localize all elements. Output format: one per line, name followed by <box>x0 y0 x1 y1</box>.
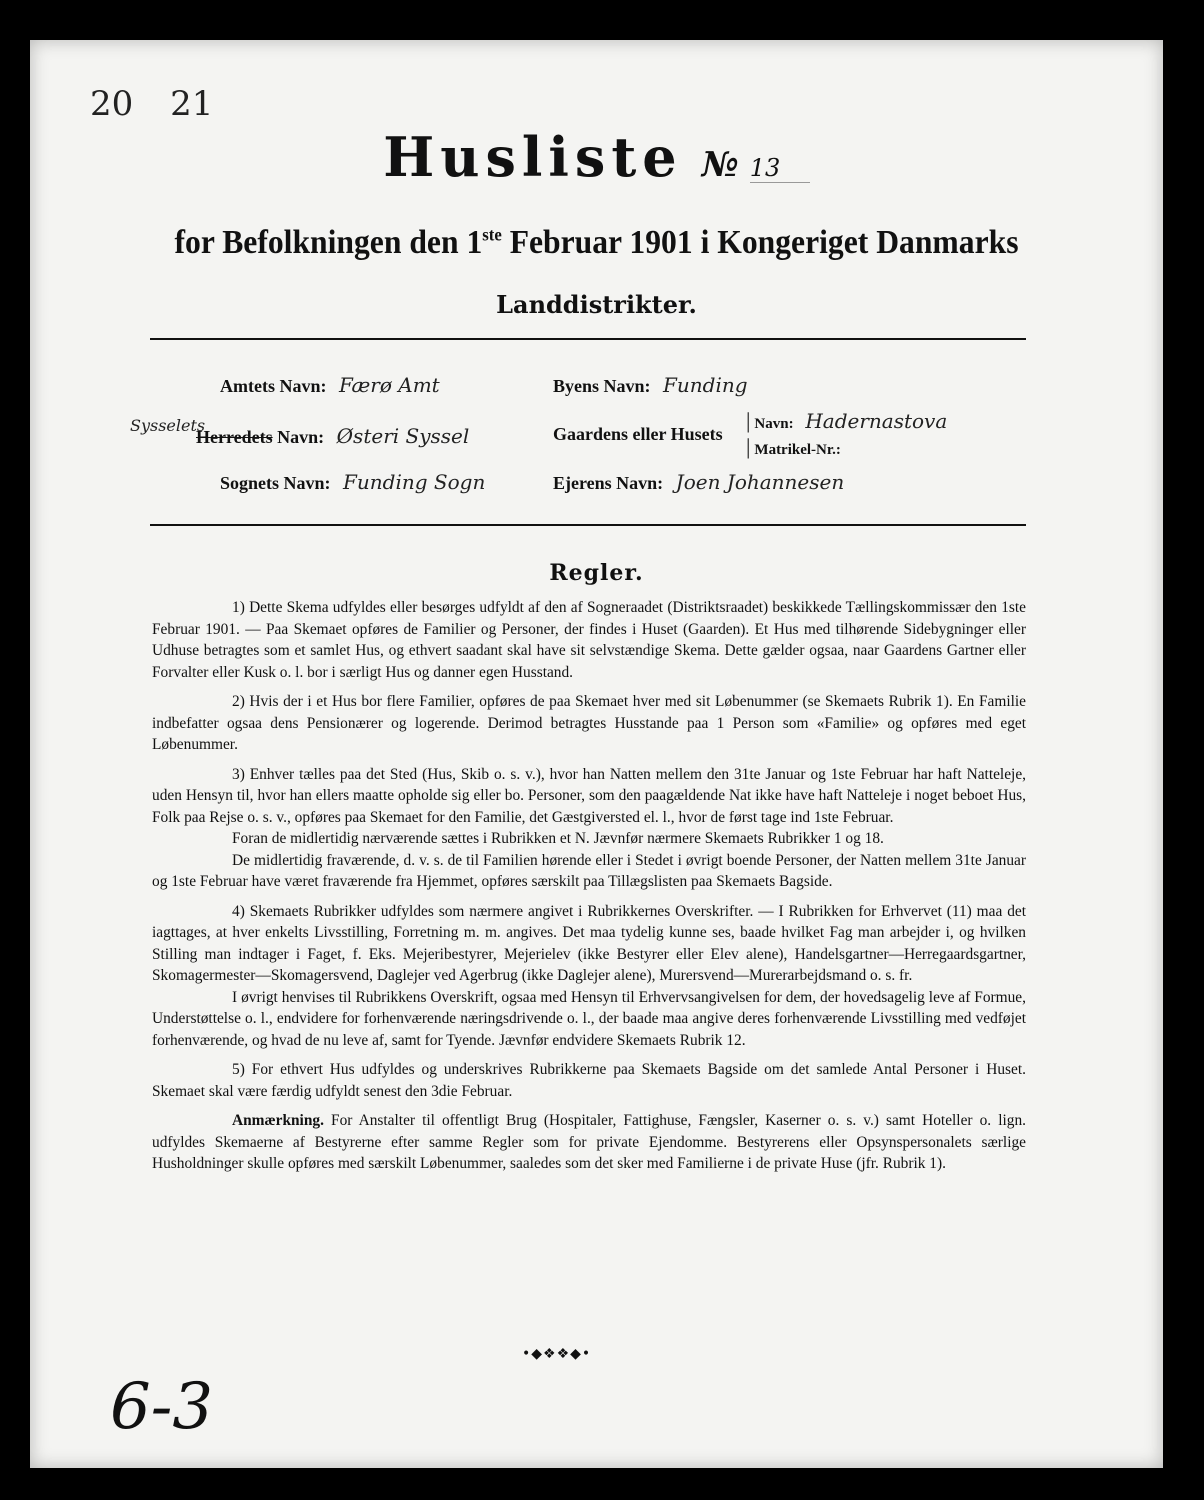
rule-1: 1) Dette Skema udfyldes eller besørges udfyldt af den af Sogneraadet (Distriktsraadet) beskikkede Tællingskommissær den 1ste Februar 1901. — Paa Skemaet opføres de Familier og Personer, der findes i Huset (Gaarden). Et Hus med tilhørende Sidebygninger eller Udhuse betragtes som et samlet Hus, og ethvert saadant skal have sit selvstændige Skema. Dette gælder ogsaa, naar Gaardens Gartner eller Forvalter eller Kusk o. l. bor i særligt Hus og danner egen Husstand. <box>152 599 1026 681</box>
by-value: Funding <box>663 373 748 397</box>
brace-bottom: | <box>746 434 751 459</box>
form-subtitle <box>70 224 1124 262</box>
page-numbers <box>90 84 239 124</box>
margin-note: Sysselets <box>130 416 206 435</box>
herred-label-struck: Herredets <box>196 427 273 447</box>
sogn-field <box>220 470 485 494</box>
herred-value: Østeri Syssel <box>336 424 470 448</box>
navn-label: Navn: <box>754 416 794 432</box>
note-paragraph <box>152 1110 1026 1175</box>
by-label: Byens Navn: <box>553 376 651 396</box>
by-field <box>553 373 748 397</box>
subtitle-post: Februar 1901 i Kongeriget Danmarks <box>501 224 1019 261</box>
rule-3-absent: De midlertidig fraværende, d. v. s. de til Familien hørende eller i Stedet i øvrigt boende Personer, der Natten mellem 31te Januar og 1ste Februar have været fraværende fra Hjemmet, opføres særskilt paa Tillægslisten paa Skemaets Bagside. <box>152 851 1026 890</box>
page-number-right: 21 <box>170 84 214 124</box>
form-title: Husliste <box>383 125 683 189</box>
note-text: For Anstalter til offentligt Brug (Hospitaler, Fattighuse, Fængsler, Kaserner o. s. v.) samt Hoteller o. lign. udfyldes Skemaerne af Bestyrerne efter samme Regler som for private Ejendomme. Bestyrerens eller Opsynspersonalets særlige Husholdninger skulle opføres med særskilt Løbenummer, saaledes som det sker med Familierne i de private Huse (jfr. Rubrik 1). <box>152 1112 1026 1172</box>
rule-3: 3) Enhver tælles paa det Sted (Hus, Skib o. s. v.), hvor han Natten mellem den 31te Januar og 1ste Februar har haft Natteleje, uden Hensyn til, hvor han ellers maatte opholde sig eller bo. Personer, som den paagældende Nat ikke have haft Natteleje i noget beboet Hus, Folk paa Rejse o. s. v., opføres paa Skemaet for den Familie, det Gæstgiversted el. l., hvor de først tage ind 1ste Februar. <box>152 765 1026 826</box>
note-label: Anmærkning. <box>232 1112 324 1129</box>
district-heading: Landdistrikter. <box>496 290 697 319</box>
rules-body <box>152 597 1026 1183</box>
census-form-sheet <box>30 40 1163 1468</box>
ejer-label: Ejerens Navn: <box>553 473 664 493</box>
herred-label: Navn: <box>272 427 325 447</box>
brace-top: | <box>746 408 751 433</box>
herred-field <box>196 424 469 448</box>
gaard-label: Gaardens eller Husets <box>553 424 723 444</box>
navn-value: Hadernastova <box>805 409 948 433</box>
list-number: 13 <box>750 154 810 183</box>
rules-heading: Regler. <box>549 560 644 586</box>
rule-5: 5) For ethvert Hus udfyldes og underskrives Rubrikkerne paa Skemaets Bagside om det samlede Antal Personer i Huset. Skemaet skal være færdig udfyldt senest den 3die Februar. <box>152 1061 1026 1100</box>
amt-value: Færø Amt <box>338 373 440 397</box>
rule-3-n-mark: Foran de midlertidig nærværende sættes i Rubrikken et N. Jævnfør nærmere Skemaets Rubrikker 1 og 18. <box>232 830 884 847</box>
amt-label: Amtets Navn: <box>220 376 327 396</box>
title-row <box>30 125 1163 189</box>
matrikel-label: Matrikel-Nr.: <box>754 442 841 458</box>
subtitle-sup: ste <box>482 224 502 245</box>
gaard-matrikel-field <box>742 434 849 460</box>
rule-4: 4) Skemaets Rubrikker udfyldes som nærmere angivet i Rubrikkernes Overskrifter. — I Rubrikken for Erhvervet (11) maa det iagttages, at hver enkelts Livsstilling, Forretning m. m. angives. Det maa tydelig kunne ses, baade hvilket Fag man arbejder i, og hvilken Stilling man indtager i Faget, f. Eks. Mejeribestyrer, Mejerielev (ikke Bestyrer eller Elev alene), Handelsgartner—Herregaardsgartner, Skomagermester—Skomagersvend, Daglejer ved Agerbrug (ikke Daglejer alene), Murersvend—Murerarbejdsmand o. s. fr. <box>152 902 1026 984</box>
divider-bottom <box>150 524 1026 526</box>
gaard-navn-field <box>742 408 947 434</box>
page-number-left: 20 <box>90 84 134 124</box>
ornament-divider: •◆❖❖◆• <box>522 1346 592 1362</box>
sogn-label: Sognets Navn: <box>220 473 331 493</box>
gaard-field <box>553 424 723 445</box>
amt-field <box>220 373 440 397</box>
divider-top <box>150 338 1026 340</box>
handwritten-bottom-note: 6-3 <box>110 1370 214 1444</box>
ejer-field <box>553 470 844 494</box>
rule-2: 2) Hvis der i et Hus bor flere Familier, opføres de paa Skemaet hver med sit Løbenummer (se Skemaets Rubrik 1). En Familie indbefatter ogsaa dens Pensionærer og logerende. Derimod betragtes Husstande paa 1 Person som «Familie» og opføres med eget Løbenummer. <box>152 693 1026 753</box>
sogn-value: Funding Sogn <box>343 470 486 494</box>
number-label: № <box>701 145 739 185</box>
rule-4-continued: I øvrigt henvises til Rubrikkens Overskrift, ogsaa med Hensyn til Erhvervsangivelsen for dem, der hovedsagelig leve af Formue, Understøttelse o. l., endvidere for forhenværende næringsdrivende o. l., der baade maa angive deres forhenværende Livsstilling med vedføjet forhenværende, og hvad de nu leve af, samt for Tyende. Jævnfør endvidere Skemaets Rubrik 12. <box>152 988 1026 1049</box>
subtitle-pre: for Befolkningen den 1 <box>174 224 483 261</box>
ejer-value: Joen Johannesen <box>675 470 845 494</box>
